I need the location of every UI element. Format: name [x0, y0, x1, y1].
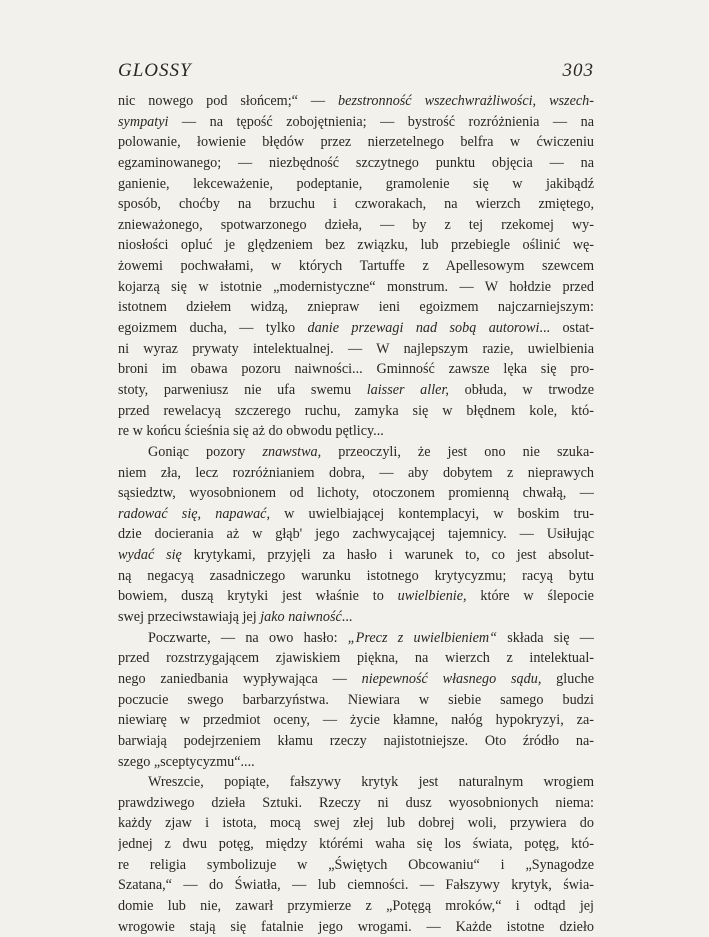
- text-line: [118, 710, 594, 731]
- text-line: [118, 153, 594, 174]
- text-run: ną negacyą zasadniczego warunku istotnego krytycyzmu; racyą bytu: [118, 567, 594, 584]
- text-line: [118, 917, 594, 937]
- text-line: [118, 318, 594, 339]
- text-line: [118, 524, 594, 545]
- text-line: [118, 545, 594, 566]
- text-run: swej przeciwstawiają jej: [118, 609, 261, 626]
- text-run: stoty, parweniusz nie ufa swemu: [118, 381, 367, 398]
- text-run: sposób, choćby na brzuchu i czworakach, na wierzch zmiętego,: [118, 196, 594, 213]
- text-line: [118, 235, 594, 256]
- text-run: obłuda, w trwodze: [448, 381, 594, 398]
- text-run: Szatana,“ — do Światła, — lub ciemności. — Fałszywy krytyk, świa-: [118, 877, 594, 894]
- emphasis-run: bezstronność wszechwrażliwości, wszech-: [338, 93, 594, 109]
- text-run: znieważonego, spotwarzonego dzieła, — by z tej rzekomej wy-: [118, 216, 594, 233]
- text-line: [118, 504, 594, 525]
- text-line: [118, 669, 594, 690]
- page-number: 303: [562, 60, 594, 81]
- text-run: re w końcu ścieśnia się aż do obwodu pętlicy...: [118, 423, 384, 440]
- text-run: Goniąc pozory: [148, 443, 263, 460]
- text-line: [118, 215, 594, 236]
- text-run: ganienie, lekceważenie, podeptanie, gramolenie się w jakibądź: [118, 175, 594, 192]
- text-run: dzie docierania aż w głąb' jego zachwycającej tajemnicy. — Usiłując: [118, 526, 594, 543]
- text-line: [118, 174, 594, 195]
- text-line: [118, 628, 594, 649]
- text-run: nic nowego pod słońcem;“ —: [118, 93, 339, 109]
- text-line: [118, 731, 594, 752]
- text-run: gluche: [541, 670, 594, 687]
- text-line: [118, 690, 594, 711]
- text-run: egoizmem ducha, — tylko: [118, 320, 308, 337]
- text-run: barwiają podejrzeniem kłamu rzeczy najistotniejsze. Oto źródło na-: [118, 732, 594, 749]
- running-title: GLOSSY: [118, 60, 192, 81]
- text-line: [118, 772, 594, 793]
- text-line: [118, 339, 594, 360]
- text-line: [118, 875, 594, 896]
- text-run: kojarzą się w istotnie „modernistyczne“ monstrum. — W hołdzie przed: [118, 278, 594, 295]
- text-run: krytykami, przyjęli za hasło i warunek to, co jest absolut-: [181, 547, 594, 564]
- text-run: prawdziwego dzieła Sztuki. Rzeczy ni dusz wyosobnionych niema:: [118, 794, 594, 811]
- text-line: [118, 112, 594, 133]
- text-line: [118, 401, 594, 422]
- text-line: [118, 566, 594, 587]
- text-line: [118, 194, 594, 215]
- emphasis-run: jako naiwność: [260, 609, 342, 626]
- emphasis-run: uwielbienie,: [397, 588, 467, 605]
- text-run: żowemi pochwałami, w których Tartuffe z Apellesowym szewcem: [118, 258, 594, 275]
- text-run: wrogowie stają się fatalnie jego wrogami. — Każde istotne dzieło: [118, 918, 594, 935]
- emphasis-run: radować się, napawać,: [118, 505, 271, 522]
- text-run: nego zaniedbania wypływająca —: [118, 670, 362, 687]
- text-run: niosłości opluć je ględzeniem bez związku, lub przebiegle oślinić wę-: [118, 237, 594, 254]
- text-run: niewiarę w przedmiot oceny, — życie kłamne, nałóg hypokryzyi, za-: [118, 712, 594, 729]
- text-run: które w ślepocie: [466, 588, 594, 605]
- text-line: [118, 91, 594, 112]
- emphasis-run: „Precz z uwielbieniem“: [347, 629, 498, 646]
- text-run: poczucie swego barbarzyństwa. Niewiara w siebie samego budzi: [118, 691, 594, 708]
- text-run: — na tępość zobojętnienia; — bystrość rozróżnienia — na: [168, 113, 594, 130]
- text-run: ni wyraz prywaty intelektualnej. — W najlepszym razie, uwielbienia: [118, 340, 594, 357]
- emphasis-run: laisser aller,: [366, 381, 449, 398]
- text-run: Poczwarte, — na owo hasło:: [148, 629, 348, 646]
- text-line: [118, 132, 594, 153]
- text-line: [118, 380, 594, 401]
- text-run: re religia symbolizuje w „Świętych Obcowaniu“ i „Synagodze: [118, 856, 594, 873]
- emphasis-run: wydać się: [118, 547, 182, 564]
- text-run: Wreszcie, popiąte, fałszywy krytyk jest naturalnym wrogiem: [148, 774, 594, 791]
- text-run: każdy zjaw i istota, mocą swej złej lub dobrej woli, przywiera do: [118, 815, 594, 832]
- emphasis-run: niepewność własnego sądu,: [361, 670, 542, 687]
- emphasis-run: sympatyi: [118, 113, 169, 130]
- text-run: egzaminowanego; — niezbędność szczytnego punktu objęcia — na: [118, 154, 594, 171]
- text-line: [118, 463, 594, 484]
- text-run: w uwielbiającej kontemplacyi, w boskim tru-: [270, 505, 594, 522]
- text-run: przed rewelacyą szczerego ruchu, zamyka się w błędnem kole, któ-: [118, 402, 594, 419]
- text-line: [118, 896, 594, 917]
- text-line: [118, 359, 594, 380]
- text-run: ...: [341, 609, 353, 626]
- text-line: [118, 752, 594, 773]
- emphasis-run: znawstwa,: [262, 443, 322, 460]
- text-run: składa się —: [497, 629, 594, 646]
- text-run: polowanie, łowienie błędów przez nierzetelnego belfra w ćwiczeniu: [118, 134, 594, 151]
- text-line: [118, 813, 594, 834]
- text-run: przeoczyli, że jest ono nie szuka-: [321, 443, 594, 460]
- text-line: [118, 277, 594, 298]
- text-run: broni im obawa pozoru naiwności... Gminność zawsze lęka się pro-: [118, 361, 594, 378]
- text-line: [118, 421, 594, 442]
- text-run: jednej z dwu potęg, między którémi waha się los świata, potęg, któ-: [118, 836, 594, 853]
- text-line: [118, 855, 594, 876]
- text-run: ... ostat-: [539, 320, 594, 337]
- body-text: [118, 91, 594, 937]
- text-run: przed rozstrzygającem zjawiskiem piękna, na wierzch z intelektual-: [118, 650, 594, 667]
- text-run: sąsiedztw, wyosobnionem od lichoty, otoczonem promienną chwałą, —: [118, 485, 594, 502]
- text-line: [118, 586, 594, 607]
- emphasis-run: danie przewagi nad sobą autorowi: [307, 320, 540, 337]
- text-line: [118, 607, 594, 628]
- text-run: domie lub nie, zawarł przymierze z „Potęgą mroków,“ i odtąd jej: [118, 897, 594, 914]
- text-line: [118, 297, 594, 318]
- text-line: [118, 256, 594, 277]
- text-run: szego „sceptycyzmu“....: [118, 753, 255, 770]
- text-run: niem zła, lecz rozróżnianiem dobra, — aby dobytem z nieprawych: [118, 464, 594, 481]
- text-line: [118, 648, 594, 669]
- text-run: bowiem, duszą krytyki jest właśnie to: [118, 588, 398, 605]
- text-line: [118, 793, 594, 814]
- text-run: istotnem dziełem widzą, zniepraw ieni egoizmem najczarniejszym:: [118, 299, 594, 316]
- text-line: [118, 834, 594, 855]
- text-line: [118, 442, 594, 463]
- text-line: [118, 483, 594, 504]
